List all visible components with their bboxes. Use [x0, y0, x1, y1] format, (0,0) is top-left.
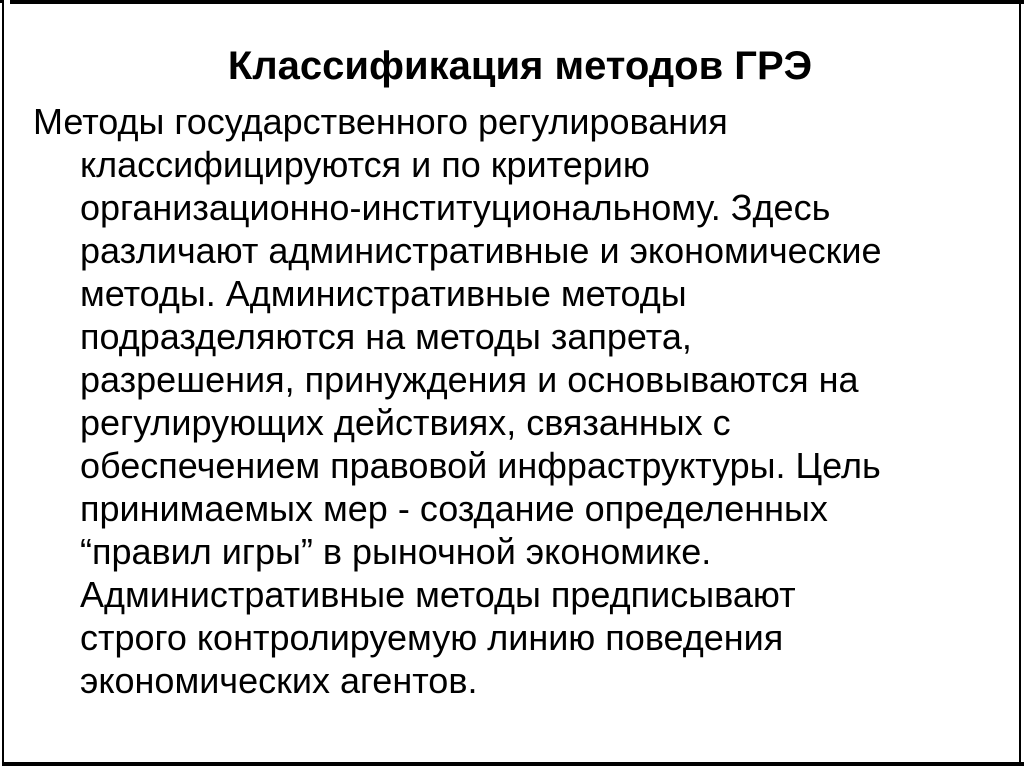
slide-body-paragraph	[0, 100, 1024, 702]
slide-title: Классификация методов ГРЭ	[227, 44, 813, 88]
text-line: экономических агентов.	[80, 660, 478, 701]
text-line: Методы государственного регулирования	[33, 101, 728, 142]
text-line: методы. Административные методы	[80, 273, 687, 314]
slide-border-top	[10, 0, 1024, 4]
text-line: подразделяются на методы запрета,	[80, 316, 692, 357]
text-line: различают административные и экономические	[80, 230, 882, 271]
text-line: “правил игры” в рыночной экономике.	[80, 531, 712, 572]
slide-corner-mark	[0, 0, 3, 3]
slide-border-bottom	[2, 762, 1024, 766]
text-line: строго контролируемую линию поведения	[80, 617, 784, 658]
text-line: Административные методы предписывают	[80, 574, 796, 615]
text-line: регулирующих действиях, связанных с	[80, 402, 731, 443]
text-line: классифицируются и по критерию	[80, 144, 650, 185]
text-line: разрешения, принуждения и основываются на	[80, 359, 859, 400]
text-line: обеспечением правовой инфраструктуры. Цель	[80, 445, 881, 486]
text-line: принимаемых мер - создание определенных	[80, 488, 828, 529]
text-line: организационно-институциональному. Здесь	[80, 187, 831, 228]
